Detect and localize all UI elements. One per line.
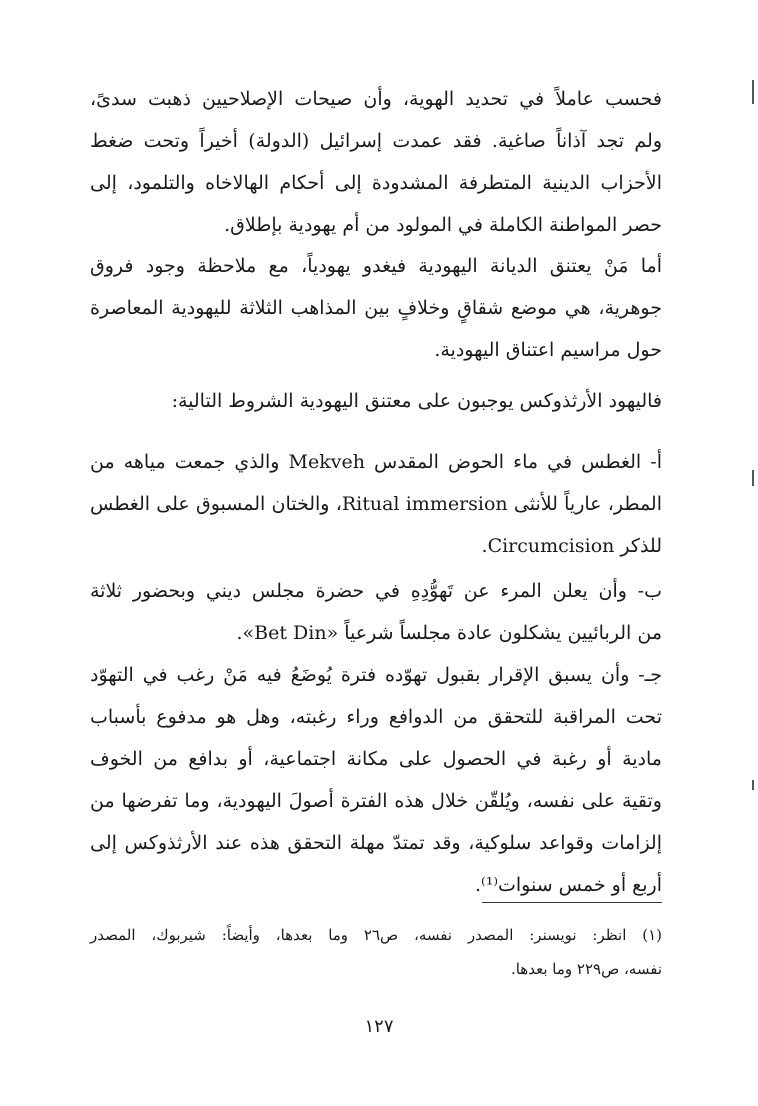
text-line: للذكر Circumcision. (481, 535, 662, 557)
paragraph-item-b (90, 570, 662, 654)
text-line: المطر، عارياً للأنثى Ritual immersion، والختان المسبوق على الغطس (90, 493, 662, 515)
paragraph-item-c (90, 654, 662, 906)
text-line: جوهرية، هي موضع شقاقٍ وخلافٍ بين المذاهب الثلاثة لليهودية المعاصرة (90, 297, 662, 319)
text-line: أ- الغطس في ماء الحوض المقدس Mekveh والذي جمعت مياهه من (90, 451, 662, 473)
text-line: جـ- وأن يسبق الإقرار بقبول تهوّده فترة يُوضَعُ فيه مَنْ رغب في التهوّد (90, 664, 662, 686)
text-line: تحت المراقبة للتحقق من الدوافع وراء رغبته، وهل هو مدفوع بأسباب (90, 706, 662, 728)
text-line: ولم تجد آذاناً صاغية. فقد عمدت إسرائيل (الدولة) أخيراً وتحت ضغط (90, 130, 662, 152)
text-line: ب- وأن يعلن المرء عن تَهوُّدِهِ في حضرة مجلس ديني وبحضور ثلاثة (90, 580, 662, 602)
text-line: من الربائيين يشكلون عادة مجلساً شرعياً «Bet Din». (236, 622, 662, 644)
scan-margin-mark (752, 80, 754, 104)
page-number: ١٢٧ (364, 1016, 394, 1037)
scan-margin-mark (752, 780, 754, 790)
text-line: حصر المواطنة الكاملة في المولود من أم يهودية بإطلاق. (224, 214, 662, 236)
text-line: أربع أو خمس سنوات⁽¹⁾. (474, 874, 662, 896)
paragraph-item-a (90, 441, 662, 567)
paragraph-1 (90, 78, 662, 246)
footnote-separator (482, 902, 662, 903)
text-line: فاليهود الأرثذوكس يوجبون على معتنق اليهودية الشروط التالية: (171, 390, 662, 412)
footnote-line: نفسه، ص٢٢٩ وما بعدها. (510, 960, 662, 978)
text-line: مادية أو رغبة في الحصول على مكانة اجتماعية، أو بدافع من الخوف (90, 748, 662, 770)
scan-margin-mark (752, 470, 754, 486)
text-line: حول مراسيم اعتناق اليهودية. (434, 339, 662, 361)
paragraph-3 (90, 380, 662, 422)
footnote (90, 918, 662, 986)
text-line: إلزامات وقواعد سلوكية، وقد تمتدّ مهلة التحقق هذه عند الأرثذوكس إلى (90, 832, 662, 854)
text-line: أما مَنْ يعتنق الديانة اليهودية فيغدو يهودياً، مع ملاحظة وجود فروق (90, 255, 662, 277)
text-line: وتقية على نفسه، ويُلقّن خلال هذه الفترة أصولَ اليهودية، وما تفرضها من (90, 790, 662, 812)
text-line: الأحزاب الدينية المتطرفة المشدودة إلى أحكام الهالاخاه والتلمود، إلى (90, 172, 662, 194)
paragraph-2 (90, 245, 662, 371)
footnote-line: (١) انظر: نويسنر: المصدر نفسه، ص٢٦ وما بعدها، وأيضاً: شيربوك، المصدر (90, 926, 662, 944)
text-line: فحسب عاملاً في تحديد الهوية، وأن صيحات الإصلاحيين ذهبت سدىً، (90, 88, 662, 110)
